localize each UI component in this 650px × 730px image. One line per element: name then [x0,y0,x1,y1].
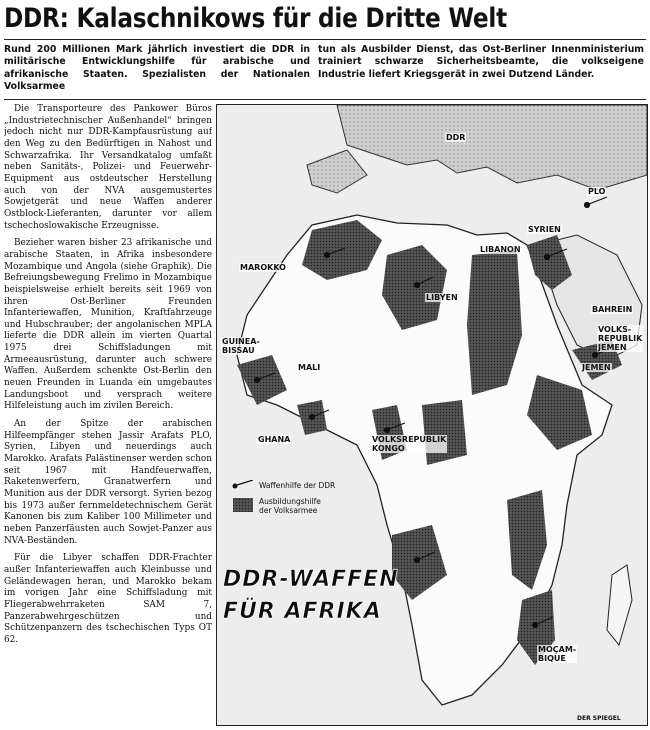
label-jemen: JEMEN [582,363,611,372]
label-mocambique: MOÇAM- BIQUE [538,645,577,663]
overlay-title-line2: FÜR AFRIKA [223,599,382,624]
shade-zaire [422,400,467,465]
label-ddr: DDR [446,133,466,142]
label-ghana: GHANA [258,435,291,444]
headline-rule [4,39,646,40]
paragraph: Für die Libyer schaffen DDR-Frachter außer Infanteriewaffen auch Kleinbusse und Geländewagen heran, und Marokko bekam im vorigen Jahr eine Schiffsladung mit Fliegerabwehrraketen SAM 7, Panzerabwehrgeschützen und Schützenpanzern des tschechischen Typs OT 62. [4,553,212,645]
label-marokko: MAROKKO [240,263,286,272]
label-volksrepublik-kongo: VOLKSREPUBLIK KONGO [372,435,447,453]
map-credit: DER SPIEGEL [577,715,621,722]
overlay-title-line1: DDR-WAFFEN [223,567,399,592]
label-libyen: LIBYEN [426,293,458,302]
paragraph: Die Transporteure des Pankower Büros „Industrietechnischer Außenhandel“ bringen jedoch nicht nur DDR-Kampfausrüstung auf den Weg zu den Bedürftigen in Nahost und Schwarzafrika. Ihr Versandkatalog umfaßt neben Sanitäts-, Polizei- und Feuerwehr-Equipment aus ostdeutscher Herstellung auch von der NVA ausgemustertes Sowjetgerät und neue Waffen anderer Ostblock-Lieferanten, darunter vor allem tschechoslowakische Erzeugnisse. [4,104,212,231]
intro-right: tun als Ausbilder Dienst, das Ost-Berliner Innenministerium trainiert schwarze Sicherheitsbeamte, die volkseigene Industrie liefert Kriegsgerät in zwei Dutzend Länder. [318,44,644,80]
intro-left: Rund 200 Millionen Mark jährlich investiert die DDR in militärische Entwicklungshilfe für arabische und afrikanische Staaten. Spezialisten der Nationalen Volksarmee [4,44,310,93]
label-volksrepublik-jemen: VOLKS- REPUBLIK JEMEN [598,325,643,352]
map-graphic [217,105,647,725]
article-body [4,104,212,724]
label-guinea-bissau: GUINEA- BISSAU [222,337,260,355]
intro-rule [4,99,646,100]
label-mali: MALI [298,363,321,372]
paragraph: An der Spitze der arabischen Hilfeempfänger stehen Jassir Arafats PLO, Syrien, Libyen und neuerdings auch Marokko. Arafats Palästinenser werden schon seit 1967 mit Handfeuerwaffen, Raketenwerfern, Granatwerfern und Munition aus der DDR versorgt. Syrien bezog bis 1973 außer fernmeldetechnischem Gerät Kanonen bis zum Kaliber 100 Millimeter und neben Panzerfäusten auch Sowjet-Panzer aus NVA-Beständen. [4,419,212,546]
legend-training: Ausbildungshilfe der Volksarmee [259,497,321,515]
legend-weapons: Waffenhilfe der DDR [259,481,336,490]
paragraph: Bezieher waren bisher 23 afrikanische und arabische Staaten, in Afrika insbesondere Mozambique und Angola (siehe Graphik). Die Befreiungsbewegung Frelimo in Mozambique beispielsweise erhielt bereits seit 1969 von ihren Ost-Berliner Freunden Infanteriewaffen, Munition, Kraftfahrzeuge und Hubschrauber; der angolanischen MPLA lieferte die DDR allein im vierten Quartal 1975 drei Schiffsladungen mit Armeeausrüstung, darunter auch schwere Waffen. Außerdem schenkte Ost-Berlin den neuen Freunden in Luanda ein umgebautes Landungsboot und versprach weitere Hilfeleistung auch im zivilen Bereich. [4,238,212,412]
africa-map [216,104,648,726]
label-plo: PLO [588,187,606,196]
label-syrien: SYRIEN [528,225,561,234]
legend-symbols [229,480,259,520]
headline: DDR: Kalaschnikows für die Dritte Welt [4,3,507,34]
label-bahrein: BAHREIN [592,305,633,314]
label-libanon: LIBANON [480,245,521,254]
